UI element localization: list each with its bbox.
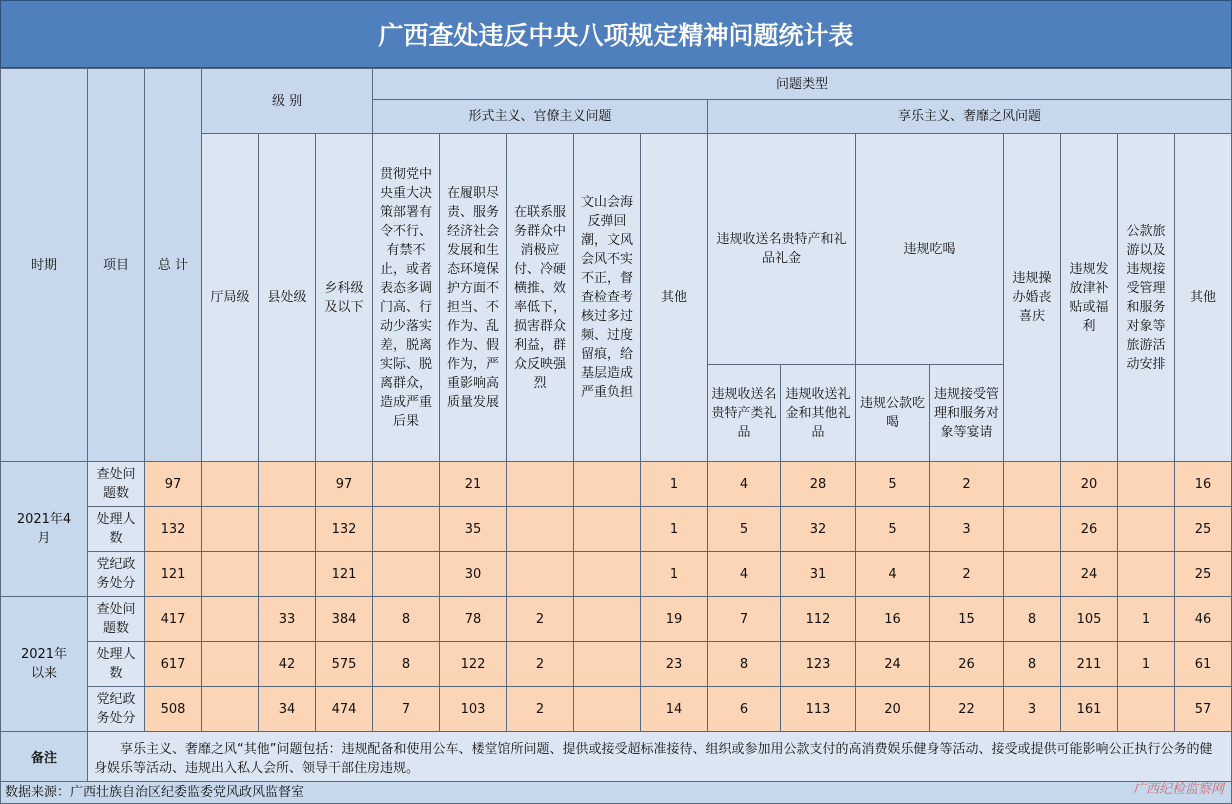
value-cell-f5: 1 bbox=[641, 462, 708, 507]
value-cell-f4 bbox=[574, 597, 641, 642]
value-cell-f4 bbox=[574, 687, 641, 732]
value-cell-g1: 4 bbox=[708, 462, 781, 507]
header-gift: 违规收送名贵特产和礼品礼金 bbox=[708, 134, 856, 365]
value-cell-xiang: 474 bbox=[316, 687, 373, 732]
value-cell-o: 25 bbox=[1175, 552, 1232, 597]
header-total: 总 计 bbox=[145, 69, 202, 462]
value-cell-f4 bbox=[574, 642, 641, 687]
value-cell-d1: 20 bbox=[856, 687, 930, 732]
value-cell-d1: 16 bbox=[856, 597, 930, 642]
value-cell-f3: 2 bbox=[507, 687, 574, 732]
header-gift-2: 违规收送礼金和其他礼品 bbox=[781, 365, 856, 462]
value-cell-d2: 22 bbox=[930, 687, 1004, 732]
value-cell-w bbox=[1004, 507, 1061, 552]
value-cell-d2: 3 bbox=[930, 507, 1004, 552]
value-cell-d2: 2 bbox=[930, 462, 1004, 507]
header-level-xiang: 乡科级及以下 bbox=[316, 134, 373, 462]
item-cell: 查处问题数 bbox=[88, 462, 145, 507]
value-cell-s: 211 bbox=[1061, 642, 1118, 687]
value-cell-xiang: 132 bbox=[316, 507, 373, 552]
value-cell-xiang: 384 bbox=[316, 597, 373, 642]
value-cell-xian: 42 bbox=[259, 642, 316, 687]
value-cell-xiang: 97 bbox=[316, 462, 373, 507]
value-cell-ting bbox=[202, 687, 259, 732]
table-row bbox=[1, 462, 1232, 507]
header-travel: 公款旅游以及违规接受管理和服务对象等旅游活动安排 bbox=[1118, 134, 1175, 462]
value-cell-f5: 23 bbox=[641, 642, 708, 687]
value-cell-f1 bbox=[373, 507, 440, 552]
value-cell-f1: 8 bbox=[373, 597, 440, 642]
value-cell-g2: 31 bbox=[781, 552, 856, 597]
table-row bbox=[1, 597, 1232, 642]
item-cell: 查处问题数 bbox=[88, 597, 145, 642]
value-cell-s: 161 bbox=[1061, 687, 1118, 732]
header-level-ting: 厅局级 bbox=[202, 134, 259, 462]
value-cell-g2: 113 bbox=[781, 687, 856, 732]
value-cell-f2: 103 bbox=[440, 687, 507, 732]
statistics-table bbox=[0, 68, 1232, 786]
value-cell-xian: 34 bbox=[259, 687, 316, 732]
value-cell-f2: 21 bbox=[440, 462, 507, 507]
value-cell-xian bbox=[259, 462, 316, 507]
period-cell: 2021年以来 bbox=[1, 597, 88, 732]
note-text: 享乐主义、奢靡之风“其他”问题包括：违规配备和使用公车、楼堂馆所问题、提供或接受超标准接待、组织或参加用公款支付的高消费娱乐健身等活动、接受或提供可能影响公正执行公务的健身娱乐等活动、违规出入私人会所、领导干部住房违规。 bbox=[88, 732, 1232, 786]
value-cell-w: 3 bbox=[1004, 687, 1061, 732]
item-cell: 处理人数 bbox=[88, 642, 145, 687]
value-cell-t bbox=[1118, 552, 1175, 597]
value-cell-f5: 1 bbox=[641, 552, 708, 597]
table-row bbox=[1, 687, 1232, 732]
value-cell-o: 61 bbox=[1175, 642, 1232, 687]
value-cell-f1: 8 bbox=[373, 642, 440, 687]
value-cell-f5: 14 bbox=[641, 687, 708, 732]
value-cell-f1: 7 bbox=[373, 687, 440, 732]
value-cell-t bbox=[1118, 507, 1175, 552]
table-row bbox=[1, 552, 1232, 597]
value-cell-s: 20 bbox=[1061, 462, 1118, 507]
value-cell-f2: 78 bbox=[440, 597, 507, 642]
header-formalism-4: 文山会海反弹回潮，文风会风不实不正，督查检查考核过多过频、过度留痕，给基层造成严重负担 bbox=[574, 134, 641, 462]
value-cell-d2: 15 bbox=[930, 597, 1004, 642]
table-row bbox=[1, 507, 1232, 552]
value-cell-o: 25 bbox=[1175, 507, 1232, 552]
value-cell-t bbox=[1118, 462, 1175, 507]
header-level-xian: 县处级 bbox=[259, 134, 316, 462]
value-cell-f5: 19 bbox=[641, 597, 708, 642]
value-cell-total: 121 bbox=[145, 552, 202, 597]
header-formalism-3: 在联系服务群众中消极应付、冷硬横推、效率低下，损害群众利益，群众反映强烈 bbox=[507, 134, 574, 462]
header-formalism-other: 其他 bbox=[641, 134, 708, 462]
value-cell-w bbox=[1004, 552, 1061, 597]
header-hedonism-other: 其他 bbox=[1175, 134, 1232, 462]
header-dine-2: 违规接受管理和服务对象等宴请 bbox=[930, 365, 1004, 462]
value-cell-d1: 24 bbox=[856, 642, 930, 687]
header-level: 级 别 bbox=[202, 69, 373, 134]
data-source: 数据来源：广西壮族自治区纪委监委党风政风监督室 bbox=[0, 781, 1232, 804]
watermark: 广西纪检监察网 bbox=[1132, 782, 1224, 797]
value-cell-total: 132 bbox=[145, 507, 202, 552]
value-cell-t: 1 bbox=[1118, 597, 1175, 642]
value-cell-f4 bbox=[574, 462, 641, 507]
value-cell-ting bbox=[202, 642, 259, 687]
period-cell: 2021年4月 bbox=[1, 462, 88, 597]
value-cell-f4 bbox=[574, 507, 641, 552]
item-cell: 党纪政务处分 bbox=[88, 687, 145, 732]
header-period: 时期 bbox=[1, 69, 88, 462]
value-cell-w bbox=[1004, 462, 1061, 507]
value-cell-w: 8 bbox=[1004, 642, 1061, 687]
value-cell-g2: 123 bbox=[781, 642, 856, 687]
table-row bbox=[1, 642, 1232, 687]
value-cell-ting bbox=[202, 462, 259, 507]
value-cell-xian: 33 bbox=[259, 597, 316, 642]
value-cell-d1: 5 bbox=[856, 507, 930, 552]
header-hedonism: 享乐主义、奢靡之风问题 bbox=[708, 100, 1232, 134]
value-cell-g2: 28 bbox=[781, 462, 856, 507]
header-formalism: 形式主义、官僚主义问题 bbox=[373, 100, 708, 134]
value-cell-f3: 2 bbox=[507, 597, 574, 642]
item-cell: 党纪政务处分 bbox=[88, 552, 145, 597]
value-cell-f2: 35 bbox=[440, 507, 507, 552]
value-cell-s: 24 bbox=[1061, 552, 1118, 597]
value-cell-f3 bbox=[507, 507, 574, 552]
value-cell-xian bbox=[259, 507, 316, 552]
header-wedding: 违规操办婚丧喜庆 bbox=[1004, 134, 1061, 462]
value-cell-t: 1 bbox=[1118, 642, 1175, 687]
value-cell-o: 57 bbox=[1175, 687, 1232, 732]
value-cell-total: 508 bbox=[145, 687, 202, 732]
value-cell-f2: 30 bbox=[440, 552, 507, 597]
value-cell-g1: 8 bbox=[708, 642, 781, 687]
value-cell-xiang: 121 bbox=[316, 552, 373, 597]
value-cell-f1 bbox=[373, 552, 440, 597]
header-formalism-2: 在履职尽责、服务经济社会发展和生态环境保护方面不担当、不作为、乱作为、假作为，严重影响高质量发展 bbox=[440, 134, 507, 462]
value-cell-g2: 112 bbox=[781, 597, 856, 642]
header-item: 项目 bbox=[88, 69, 145, 462]
table-title: 广西查处违反中央八项规定精神问题统计表 bbox=[0, 0, 1232, 68]
value-cell-xian bbox=[259, 552, 316, 597]
value-cell-total: 417 bbox=[145, 597, 202, 642]
header-problem-type: 问题类型 bbox=[373, 69, 1232, 100]
value-cell-s: 26 bbox=[1061, 507, 1118, 552]
value-cell-f3: 2 bbox=[507, 642, 574, 687]
value-cell-d1: 4 bbox=[856, 552, 930, 597]
value-cell-d2: 2 bbox=[930, 552, 1004, 597]
value-cell-f1 bbox=[373, 462, 440, 507]
note-label: 备注 bbox=[1, 732, 88, 786]
value-cell-o: 16 bbox=[1175, 462, 1232, 507]
value-cell-f5: 1 bbox=[641, 507, 708, 552]
value-cell-f3 bbox=[507, 462, 574, 507]
value-cell-f2: 122 bbox=[440, 642, 507, 687]
value-cell-t bbox=[1118, 687, 1175, 732]
value-cell-total: 97 bbox=[145, 462, 202, 507]
value-cell-f4 bbox=[574, 552, 641, 597]
value-cell-w: 8 bbox=[1004, 597, 1061, 642]
value-cell-d2: 26 bbox=[930, 642, 1004, 687]
value-cell-s: 105 bbox=[1061, 597, 1118, 642]
header-subsidy: 违规发放津补贴或福利 bbox=[1061, 134, 1118, 462]
header-formalism-1: 贯彻党中央重大决策部署有令不行、有禁不止，或者表态多调门高、行动少落实差，脱离实际、脱离群众，造成严重后果 bbox=[373, 134, 440, 462]
value-cell-d1: 5 bbox=[856, 462, 930, 507]
value-cell-xiang: 575 bbox=[316, 642, 373, 687]
header-dine-1: 违规公款吃喝 bbox=[856, 365, 930, 462]
value-cell-g1: 5 bbox=[708, 507, 781, 552]
value-cell-f3 bbox=[507, 552, 574, 597]
value-cell-total: 617 bbox=[145, 642, 202, 687]
value-cell-g1: 7 bbox=[708, 597, 781, 642]
value-cell-g1: 4 bbox=[708, 552, 781, 597]
item-cell: 处理人数 bbox=[88, 507, 145, 552]
value-cell-ting bbox=[202, 507, 259, 552]
value-cell-g1: 6 bbox=[708, 687, 781, 732]
header-gift-1: 违规收送名贵特产类礼品 bbox=[708, 365, 781, 462]
value-cell-ting bbox=[202, 597, 259, 642]
value-cell-o: 46 bbox=[1175, 597, 1232, 642]
header-dine: 违规吃喝 bbox=[856, 134, 1004, 365]
value-cell-ting bbox=[202, 552, 259, 597]
value-cell-g2: 32 bbox=[781, 507, 856, 552]
